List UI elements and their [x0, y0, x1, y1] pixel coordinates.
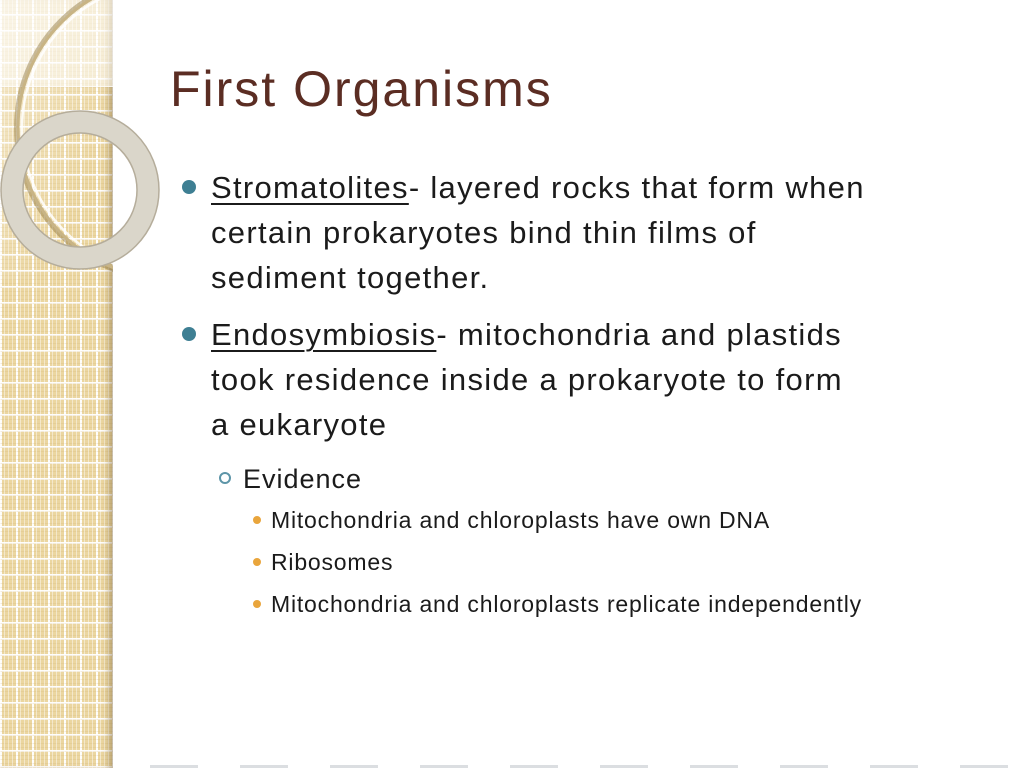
bullet-line	[211, 312, 1010, 357]
orange-dot-bullet-icon	[253, 558, 261, 566]
underlined-term: Endosymbiosis	[211, 317, 437, 352]
orange-dot-bullet-icon	[253, 600, 261, 608]
underlined-term: Stromatolites	[211, 170, 409, 205]
bullet-line	[211, 165, 1010, 210]
bullet-text: - layered rocks that form when	[408, 170, 865, 205]
evidence-item-dna	[170, 499, 1010, 541]
evidence-item-text: Mitochondria and chloroplasts have own DNA	[271, 507, 770, 533]
slide-title: First Organisms	[170, 61, 553, 117]
teal-dot-bullet-icon	[182, 327, 196, 341]
bullet-item-stromatolites	[170, 165, 1010, 300]
evidence-item-replicate	[170, 583, 1010, 625]
evidence-item-text: Ribosomes	[271, 549, 394, 575]
sub-bullet-evidence	[170, 459, 1010, 499]
open-circle-bullet-icon	[219, 472, 231, 484]
teal-dot-bullet-icon	[182, 180, 196, 194]
bullet-line: certain prokaryotes bind thin films of	[211, 215, 757, 250]
bullet-list	[170, 165, 1010, 625]
orange-dot-bullet-icon	[253, 516, 261, 524]
bullet-line: a eukaryote	[211, 407, 388, 442]
bullet-line: took residence inside a prokaryote to form	[211, 362, 843, 397]
bullet-item-endosymbiosis	[170, 312, 1010, 447]
sub-bullet-text: Evidence	[243, 464, 363, 494]
decorative-sidebar	[0, 0, 113, 768]
evidence-item-ribosomes	[170, 541, 1010, 583]
bullet-text: - mitochondria and plastids	[436, 317, 842, 352]
bullet-line: sediment together.	[211, 260, 490, 295]
evidence-item-text: Mitochondria and chloroplasts replicate independently	[271, 591, 862, 617]
